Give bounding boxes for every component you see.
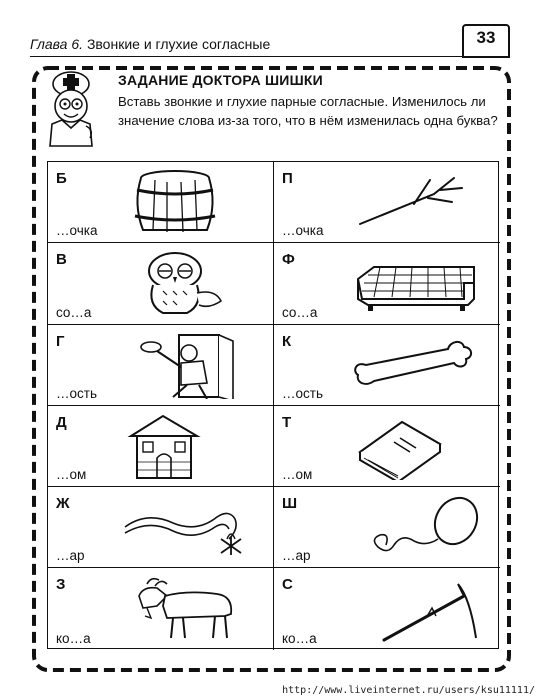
word: …ость: [282, 385, 323, 401]
letter: Д: [56, 413, 67, 431]
doctor-shishka-icon: [40, 68, 102, 148]
word-pairs-grid: [47, 161, 499, 649]
chapter-heading: [30, 36, 270, 52]
twig-icon: [344, 168, 484, 236]
word: со…а: [56, 304, 92, 320]
cell-v: [48, 243, 274, 324]
letter: Ж: [56, 495, 70, 513]
cell-d: [48, 406, 274, 487]
letter: П: [282, 170, 293, 187]
house-icon: [117, 412, 257, 480]
word: ко…а: [56, 630, 91, 646]
letter: К: [282, 332, 292, 350]
goat-icon: [117, 574, 257, 642]
word: …ар: [56, 548, 85, 564]
header-rule: [30, 56, 468, 57]
word: …ом: [56, 467, 87, 483]
task-title: ЗАДАНИЕ ДОКТОРА ШИШКИ: [118, 72, 323, 88]
cell-g: [48, 325, 274, 406]
chapter-label: Глава 6.: [30, 36, 84, 52]
letter: Б: [56, 170, 67, 187]
word: со…а: [282, 304, 318, 320]
bone-icon: [344, 331, 484, 399]
campfire-heat-icon: [117, 493, 257, 561]
page-number: 33: [476, 28, 496, 47]
sofa-icon: [344, 249, 484, 317]
cell-s: [274, 568, 500, 649]
source-watermark: http://www.liveinternet.ru/users/ksu11111/: [282, 685, 535, 696]
cell-sh: [274, 487, 500, 568]
cell-t: [274, 406, 500, 487]
task-instructions: Вставь звонкие и глухие парные согласные. Изменилось ли значение слова из-за того, что в нём изменилась одна буква?: [118, 94, 498, 128]
word: …ость: [56, 385, 97, 401]
cell-z: [48, 568, 274, 649]
barrel-icon: [117, 168, 257, 236]
word: …очка: [282, 223, 324, 239]
letter: С: [282, 576, 293, 594]
letter: Г: [56, 332, 65, 350]
word: …ар: [282, 548, 311, 564]
cell-p: [274, 162, 500, 243]
owl-icon: [117, 249, 257, 317]
word: …ом: [282, 467, 313, 483]
cell-zh: [48, 487, 274, 568]
cell-k: [274, 325, 500, 406]
balloon-icon: [344, 493, 484, 561]
cell-f: [274, 243, 500, 324]
letter: З: [56, 576, 66, 594]
letter: В: [56, 251, 67, 269]
page-number-tab: [462, 24, 510, 58]
letter: Ф: [282, 251, 295, 269]
scythe-icon: [344, 574, 484, 642]
book-volume-icon: [344, 412, 484, 480]
task-frame: [30, 64, 513, 674]
guest-at-door-icon: [117, 331, 257, 399]
chapter-title: Звонкие и глухие согласные: [86, 36, 271, 52]
letter: Т: [282, 413, 292, 431]
word: ко…а: [282, 630, 317, 646]
page-header: [30, 30, 510, 60]
letter: Ш: [282, 495, 298, 513]
cell-b: [48, 162, 274, 243]
word: …очка: [56, 223, 98, 239]
